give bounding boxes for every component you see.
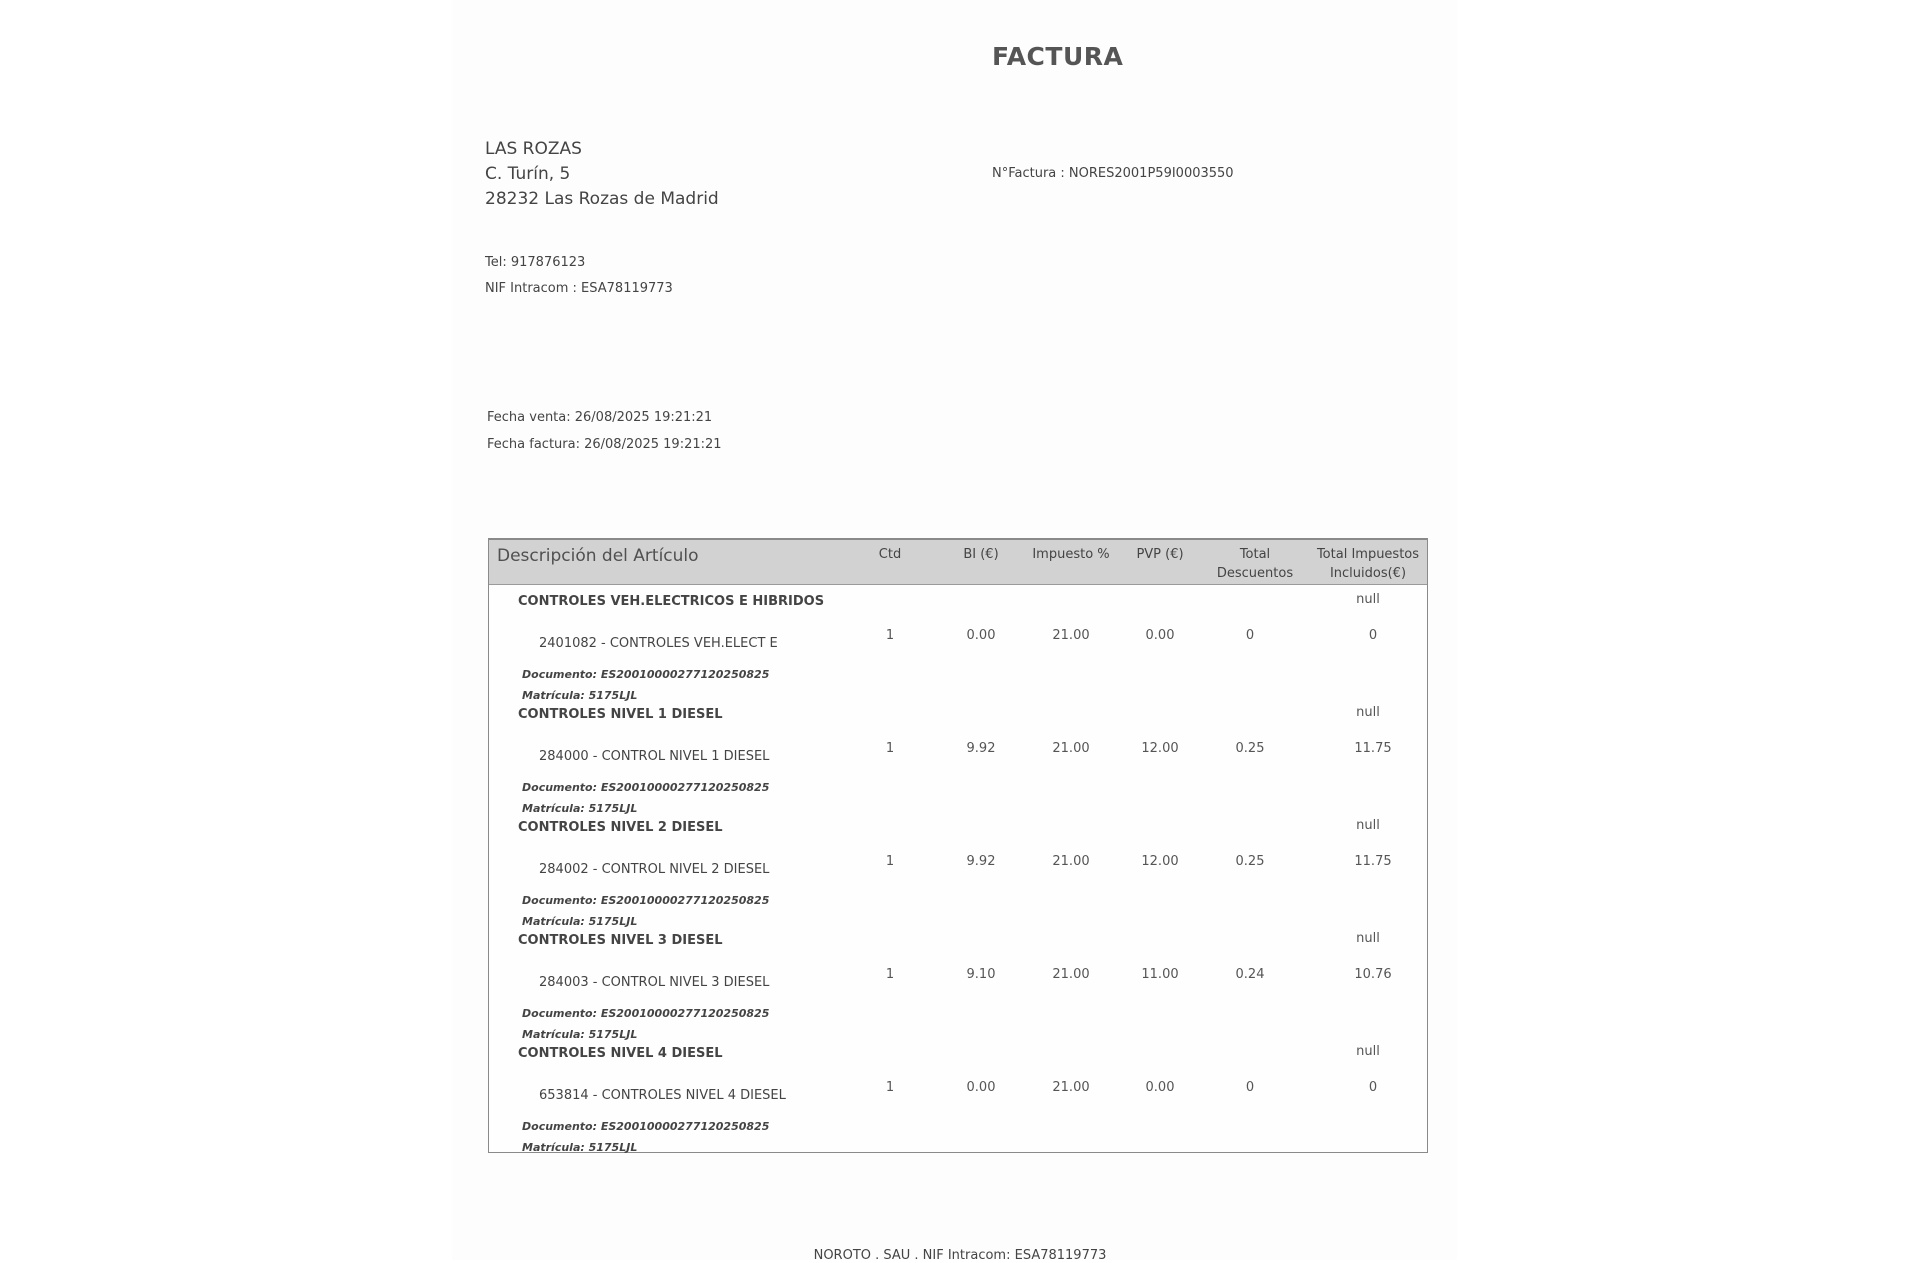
cell-pvp: 12.00 [1141,854,1179,869]
cell-descuentos: 0 [1245,628,1255,643]
cell-bi: 0.00 [966,628,996,643]
header-pvp: PVP (€) [1136,547,1184,562]
cell-ctd: 1 [885,741,895,756]
fecha-factura: Fecha factura: 26/08/2025 19:21:21 [487,437,722,452]
cell-pvp: 11.00 [1141,967,1179,982]
cell-total: 11.75 [1354,741,1392,756]
dates-block [487,404,722,458]
category-total: null [1356,705,1380,720]
company-address: C. Turín, 5 [485,164,571,184]
header-impuesto: Impuesto % [1032,547,1110,562]
matricula-line: Matrícula: 5175LJL [522,802,638,815]
article-description: 284003 - CONTROL NIVEL 3 DIESEL [539,975,770,990]
header-total-impuestos: Total Impuestos Incluidos(€) [1316,547,1420,581]
cell-descuentos: 0.24 [1235,967,1265,982]
cell-ctd: 1 [885,854,895,869]
cell-total: 0 [1368,628,1378,643]
documento-line: Documento: ES20010000277120250825 [522,1120,770,1133]
matricula-line: Matrícula: 5175LJL [522,915,638,928]
cell-pvp: 0.00 [1145,628,1175,643]
cell-pvp: 0.00 [1145,1080,1175,1095]
cell-descuentos: 0.25 [1235,854,1265,869]
cell-ctd: 1 [885,628,895,643]
category-label: CONTROLES NIVEL 4 DIESEL [518,1046,723,1061]
cell-total: 0 [1368,1080,1378,1095]
cell-bi: 0.00 [966,1080,996,1095]
documento-line: Documento: ES20010000277120250825 [522,781,770,794]
cell-descuentos: 0 [1245,1080,1255,1095]
company-tel: Tel: 917876123 [485,255,586,270]
category-label: CONTROLES VEH.ELECTRICOS E HIBRIDOS [518,594,825,609]
table-row [489,594,1427,707]
cell-impuesto: 21.00 [1052,967,1090,982]
article-description: 284000 - CONTROL NIVEL 1 DIESEL [539,749,770,764]
company-name: LAS ROZAS [485,139,582,159]
table-header [489,540,1427,585]
document-info [522,777,769,819]
company-nif: NIF Intracom : ESA78119773 [485,281,673,296]
cell-bi: 9.10 [966,967,996,982]
table-row [489,1046,1427,1159]
cell-bi: 9.92 [966,854,996,869]
category-total: null [1356,931,1380,946]
fecha-venta: Fecha venta: 26/08/2025 19:21:21 [487,410,713,425]
cell-impuesto: 21.00 [1052,854,1090,869]
contact-block [485,250,673,302]
documento-line: Documento: ES20010000277120250825 [522,668,770,681]
category-label: CONTROLES NIVEL 1 DIESEL [518,707,723,722]
table-row [489,933,1427,1046]
document-info [522,1003,769,1045]
matricula-line: Matrícula: 5175LJL [522,1141,638,1154]
article-description: 653814 - CONTROLES NIVEL 4 DIESEL [539,1088,786,1103]
category-label: CONTROLES NIVEL 2 DIESEL [518,820,723,835]
header-ctd: Ctd [878,547,902,562]
company-city: 28232 Las Rozas de Madrid [485,189,719,209]
matricula-line: Matrícula: 5175LJL [522,689,638,702]
category-label: CONTROLES NIVEL 3 DIESEL [518,933,723,948]
article-description: 284002 - CONTROL NIVEL 2 DIESEL [539,862,770,877]
cell-ctd: 1 [885,967,895,982]
category-total: null [1356,1044,1380,1059]
table-row [489,707,1427,820]
cell-descuentos: 0.25 [1235,741,1265,756]
cell-impuesto: 21.00 [1052,628,1090,643]
matricula-line: Matrícula: 5175LJL [522,1028,638,1041]
category-total: null [1356,592,1380,607]
document-info [522,890,769,932]
header-bi: BI (€) [963,547,999,562]
document-info [522,664,769,706]
cell-bi: 9.92 [966,741,996,756]
cell-impuesto: 21.00 [1052,1080,1090,1095]
header-total-descuentos: Total Descuentos [1216,547,1294,581]
invoice-title: FACTURA [992,42,1124,71]
invoice-number: N°Factura : NORES2001P59I0003550 [992,166,1234,181]
category-total: null [1356,818,1380,833]
footer-text: NOROTO . SAU . NIF Intracom: ESA78119773 [813,1248,1107,1263]
documento-line: Documento: ES20010000277120250825 [522,894,770,907]
document-info [522,1116,769,1158]
company-block [485,137,719,212]
cell-total: 10.76 [1354,967,1392,982]
cell-pvp: 12.00 [1141,741,1179,756]
table-row [489,820,1427,933]
header-descripcion: Descripción del Artículo [497,546,699,566]
cell-impuesto: 21.00 [1052,741,1090,756]
article-description: 2401082 - CONTROLES VEH.ELECT E [539,636,778,651]
items-table [488,538,1428,1153]
cell-total: 11.75 [1354,854,1392,869]
documento-line: Documento: ES20010000277120250825 [522,1007,770,1020]
cell-ctd: 1 [885,1080,895,1095]
